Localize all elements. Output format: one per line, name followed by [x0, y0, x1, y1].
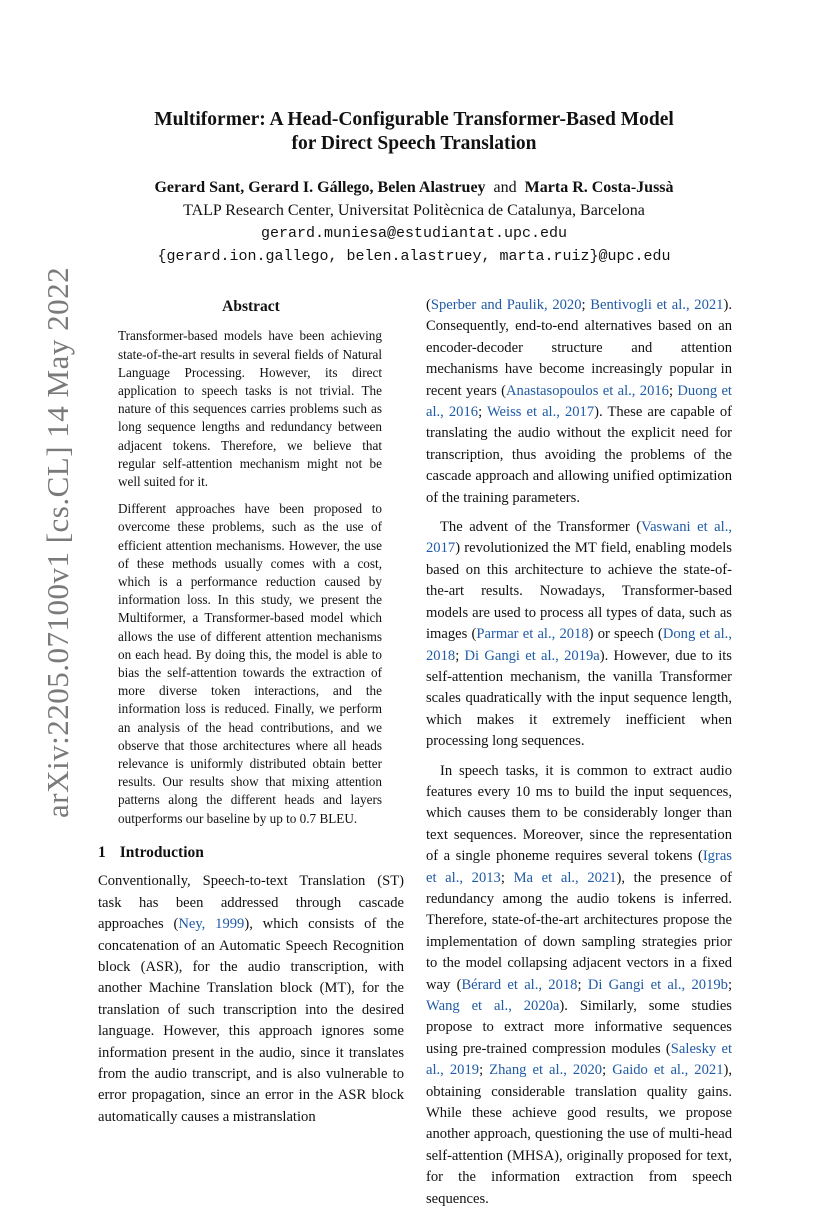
section-heading-introduction — [98, 842, 404, 863]
abstract-body — [98, 327, 404, 827]
intro-paragraph-1: Conventionally, Speech-to-text Translation (ST) task has been addressed through cascade approaches (Ney, 1999), which consists of the concatenation of an Automatic Speech Recognition block (ASR), for the audio transcription, with another Machine Translation block (MT), for the translation of such transcription into the desired language. However, this approach ignores some information present in the audio, since it translates from the audio transcript, and is also vulnerable to error propagation, since an error in the ASR block automatically causes a mistranslation — [98, 873, 404, 1125]
citation-link[interactable]: Salesky et al., 2019 — [426, 1040, 732, 1079]
author-names — [100, 176, 728, 199]
citation-link[interactable]: Duong et al., 2016 — [426, 382, 732, 421]
right-paragraph-3: In speech tasks, it is common to extract audio features every 10 ms to build the input sequences, which causes them to be considerably longer than text sequences. Moreover, since the representation of a single phoneme requires several tokens (Igras et al., 2013; Ma et al., 2021), the presence of redundancy among the audio tokens is inferred. Therefore, state-of-the-art architectures propose the implementation of down sampling strategies prior to the model collapsing adjacent vectors in a fixed way (Bérard et al., 2018; Di Gangi et al., 2019b; Wang et al., 2020a). Similarly, some studies propose to extract more informative sequences using pre-trained compression modules (Salesky et al., 2019; Zhang et al., 2020; Gaido et al., 2021), obtaining considerable translation quality gains. While these achieve good results, we propose another approach, questioning the use of multi-head self-attention (MHSA), originally proposed for text, for the information extraction from speech sequences. — [426, 762, 733, 1207]
citation-link[interactable]: Igras et al., 2013 — [426, 848, 732, 886]
email-primary[interactable]: gerard.muniesa@estudiantat.upc.edu — [260, 225, 568, 242]
right-paragraph-1: (Sperber and Paulik, 2020; Bentivogli et al., 2021). Consequently, end-to-end alternatives based on an encoder-decoder structure and attention mechanisms have become increasingly popular in recent years (Anastasopoulos et al., 2016; Duong et al., 2016; Weiss et al., 2017). These are capable of translating the audio without the explicit need for transcription, thus avoiding the problems of the cascade approach and allowing unified optimization of the training parameters. — [426, 297, 732, 506]
authors-last: Marta R. Costa-Jussà — [524, 179, 674, 196]
authors-and: and — [493, 179, 517, 196]
abstract-paragraph-2: Different approaches have been proposed to overcome these problems, such as the use of efficient attention mechanisms. However, the use of these methods usually comes with a cost, which is a performance reduction caused by information loss. In this study, we present the Multiformer, a Transformer-based model which allows the use of different attention mechanisms on each head. By doing this, the model is able to bias the self-attention towards the extraction of more diverse token interactions, and the information loss is reduced. Finally, we perform an analysis of the head contributions, and we observe that those architectures where all heads relevance is uniformly distributed obtain better results. Our results show that mixing attention patterns along the different heads and layers outperforms our baseline by up to 0.7 BLEU. — [118, 501, 382, 826]
citation-link[interactable]: Di Gangi et al., 2019a — [464, 647, 600, 664]
title-line-2: for Direct Speech Translation — [291, 133, 537, 154]
citation-link[interactable]: Weiss et al., 2017 — [486, 404, 595, 421]
citation-link[interactable]: Di Gangi et al., 2019b — [587, 976, 728, 993]
section-title: Introduction — [119, 843, 204, 861]
arxiv-identifier: arXiv:2205.07100v1 [cs.CL] 14 May 2022 — [40, 266, 75, 818]
citation-link[interactable]: Bentivogli et al., 2021 — [590, 297, 724, 313]
citation-link[interactable]: Bérard et al., 2018 — [461, 976, 578, 993]
section-number: 1 — [98, 843, 106, 861]
citation-link[interactable]: Sperber and Paulik, 2020 — [430, 297, 582, 313]
left-column — [98, 296, 404, 1128]
citation-link[interactable]: Zhang et al., 2020 — [489, 1062, 603, 1079]
citation-link[interactable]: Ney, 1999 — [178, 916, 245, 933]
abstract-paragraph-1: Transformer-based models have been achieving state-of-the-art results in several fields of Natural Language Processing. However, its direct application to speech tasks is not trivial. The nature of this sequences carries problems such as long sequence lengths and redundancy between adjacent tokens. Therefore, we believe that regular self-attention mechanism might not be well suited for it. — [118, 328, 382, 490]
citation-link[interactable]: Anastasopoulos et al., 2016 — [505, 382, 669, 399]
paper-title — [100, 108, 728, 156]
title-line-1: Multiformer: A Head-Configurable Transformer-Based Model — [154, 109, 674, 130]
right-paragraph-2: The advent of the Transformer (Vaswani et al., 2017) revolutionized the MT field, enabling models based on this architecture to achieve the state-of-the-art results. Nowadays, Transformer-based models are used to process all types of data, such as images (Parmar et al., 2018) or speech (Dong et al., 2018; Di Gangi et al., 2019a). However, due to its self-attention mechanism, the vanilla Transformer scales quadratically with the input sequence length, which makes it extremely inefficient when processing long sequences. — [426, 519, 732, 750]
citation-link[interactable]: Gaido et al., 2021 — [612, 1062, 724, 1079]
right-column — [426, 295, 732, 1210]
citation-link[interactable]: Vaswani et al., 2017 — [426, 519, 732, 557]
email-group[interactable]: {gerard.ion.gallego, belen.alastruey, marta.ruiz}@upc.edu — [157, 248, 671, 265]
citation-link[interactable]: Parmar et al., 2018 — [476, 626, 589, 643]
citation-link[interactable]: Wang et al., 2020a — [426, 998, 560, 1014]
author-block — [100, 176, 728, 268]
citation-link[interactable]: Ma et al., 2021 — [513, 869, 617, 886]
affiliation: TALP Research Center, Universitat Politècnica de Catalunya, Barcelona — [183, 202, 645, 219]
abstract-heading: Abstract — [222, 298, 280, 315]
citation-link[interactable]: Dong et al., 2018 — [426, 626, 732, 664]
authors-first: Gerard Sant, Gerard I. Gállego, Belen Alastruey — [154, 179, 486, 196]
